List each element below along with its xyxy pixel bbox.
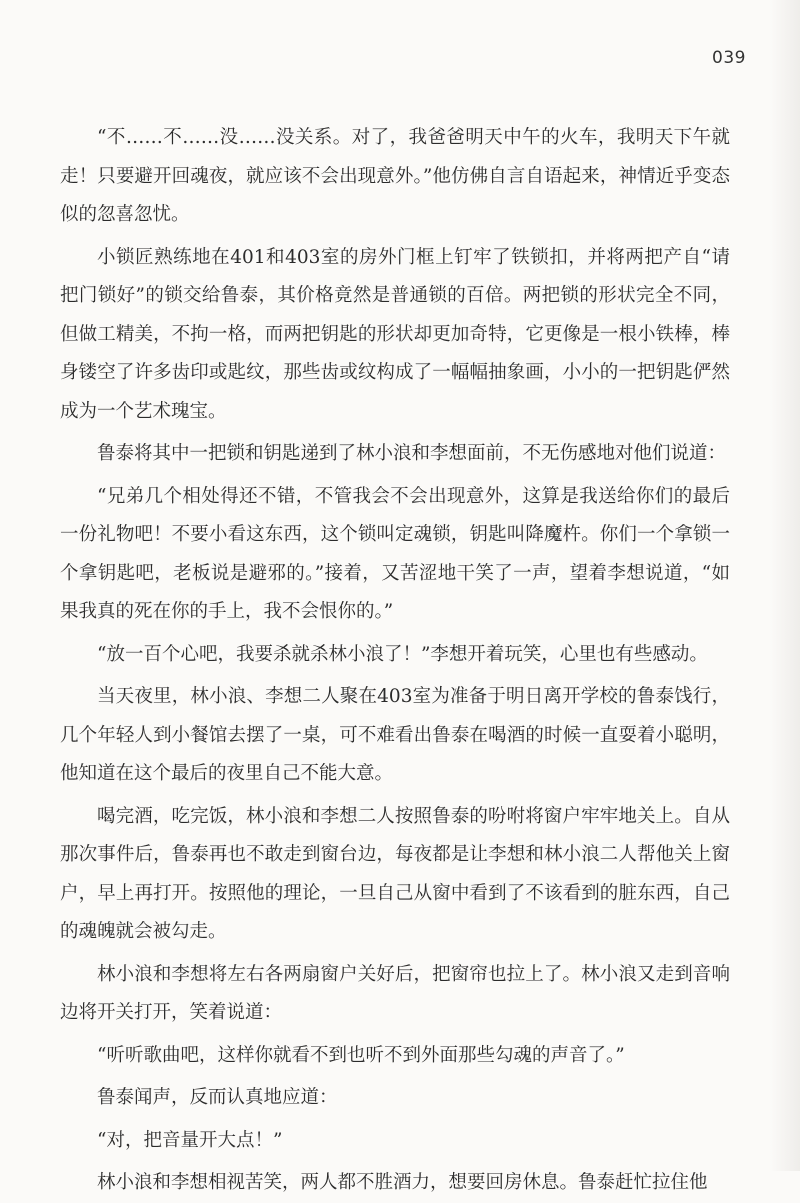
page-edge-shadow [770, 0, 800, 1171]
paragraph-8: 林小浪和李想将左右各两扇窗户关好后，把窗帘也拉上了。林小浪又走到音响边将开关打开，笑着说道： [60, 963, 730, 1023]
paragraph-11: “对，把音量开大点！” [97, 1129, 283, 1151]
paragraph-12: 林小浪和李想相视苦笑，两人都不胜酒力，想要回房休息。鲁泰赶忙拉住他 [97, 1172, 708, 1193]
paragraph-5: “放一百个心吧，我要杀就杀林小浪了！”李想开着玩笑，心里也有些感动。 [97, 643, 708, 665]
page-number: 039 [712, 48, 746, 68]
body-text [60, 119, 730, 1203]
paragraph-2: 小锁匠熟练地在401和403室的房外门框上钉牢了铁锁扣，并将两把产自“请把门锁好”的锁交给鲁泰，其价格竟然是普通锁的百倍。两把锁的形状完全不同，但做工精美，不拘一格，而两把钥匙的形状却更加奇特，它更像是一根小铁棒，棒身镂空了许多齿印或匙纹，那些齿或纹构成了一幅幅抽象画，小小的一把钥匙俨然成为一个艺术瑰宝。 [60, 246, 730, 422]
paragraph-7: 喝完酒，吃完饭，林小浪和李想二人按照鲁泰的吩咐将窗户牢牢地关上。自从那次事件后，鲁泰再也不敢走到窗台边，每夜都是让李想和林小浪二人帮他关上窗户，早上再打开。按照他的理论，一旦自己从窗中看到了不该看到的脏东西，自己的魂魄就会被勾走。 [60, 805, 730, 942]
paragraph-1: “不……不……没……没关系。对了，我爸爸明天中午的火车，我明天下午就走！只要避开回魂夜，就应该不会出现意外。”他仿佛自言自语起来，神情近乎变态似的忽喜忽忧。 [60, 127, 730, 225]
paragraph-9: “听听歌曲吧，这样你就看不到也听不到外面那些勾魂的声音了。” [97, 1044, 625, 1066]
paragraph-4: “兄弟几个相处得还不错，不管我会不会出现意外，这算是我送给你们的最后一份礼物吧！不要小看这东西，这个锁叫定魂锁，钥匙叫降魔杵。你们一个拿锁一个拿钥匙吧，老板说是避邪的。”接着，又苦涩地干笑了一声，望着李想说道，“如果我真的死在你的手上，我不会恨你的。” [60, 485, 730, 622]
paragraph-3: 鲁泰将其中一把锁和钥匙递到了林小浪和李想面前，不无伤感地对他们说道： [97, 443, 727, 464]
paragraph-6: 当天夜里，林小浪、李想二人聚在403室为准备于明日离开学校的鲁泰饯行，几个年轻人到小餐馆去摆了一桌，可不难看出鲁泰在喝酒的时候一直耍着小聪明，他知道在这个最后的夜里自己不能大意。 [60, 686, 730, 784]
paragraph-10: 鲁泰闻声，反而认真地应道： [97, 1087, 338, 1108]
